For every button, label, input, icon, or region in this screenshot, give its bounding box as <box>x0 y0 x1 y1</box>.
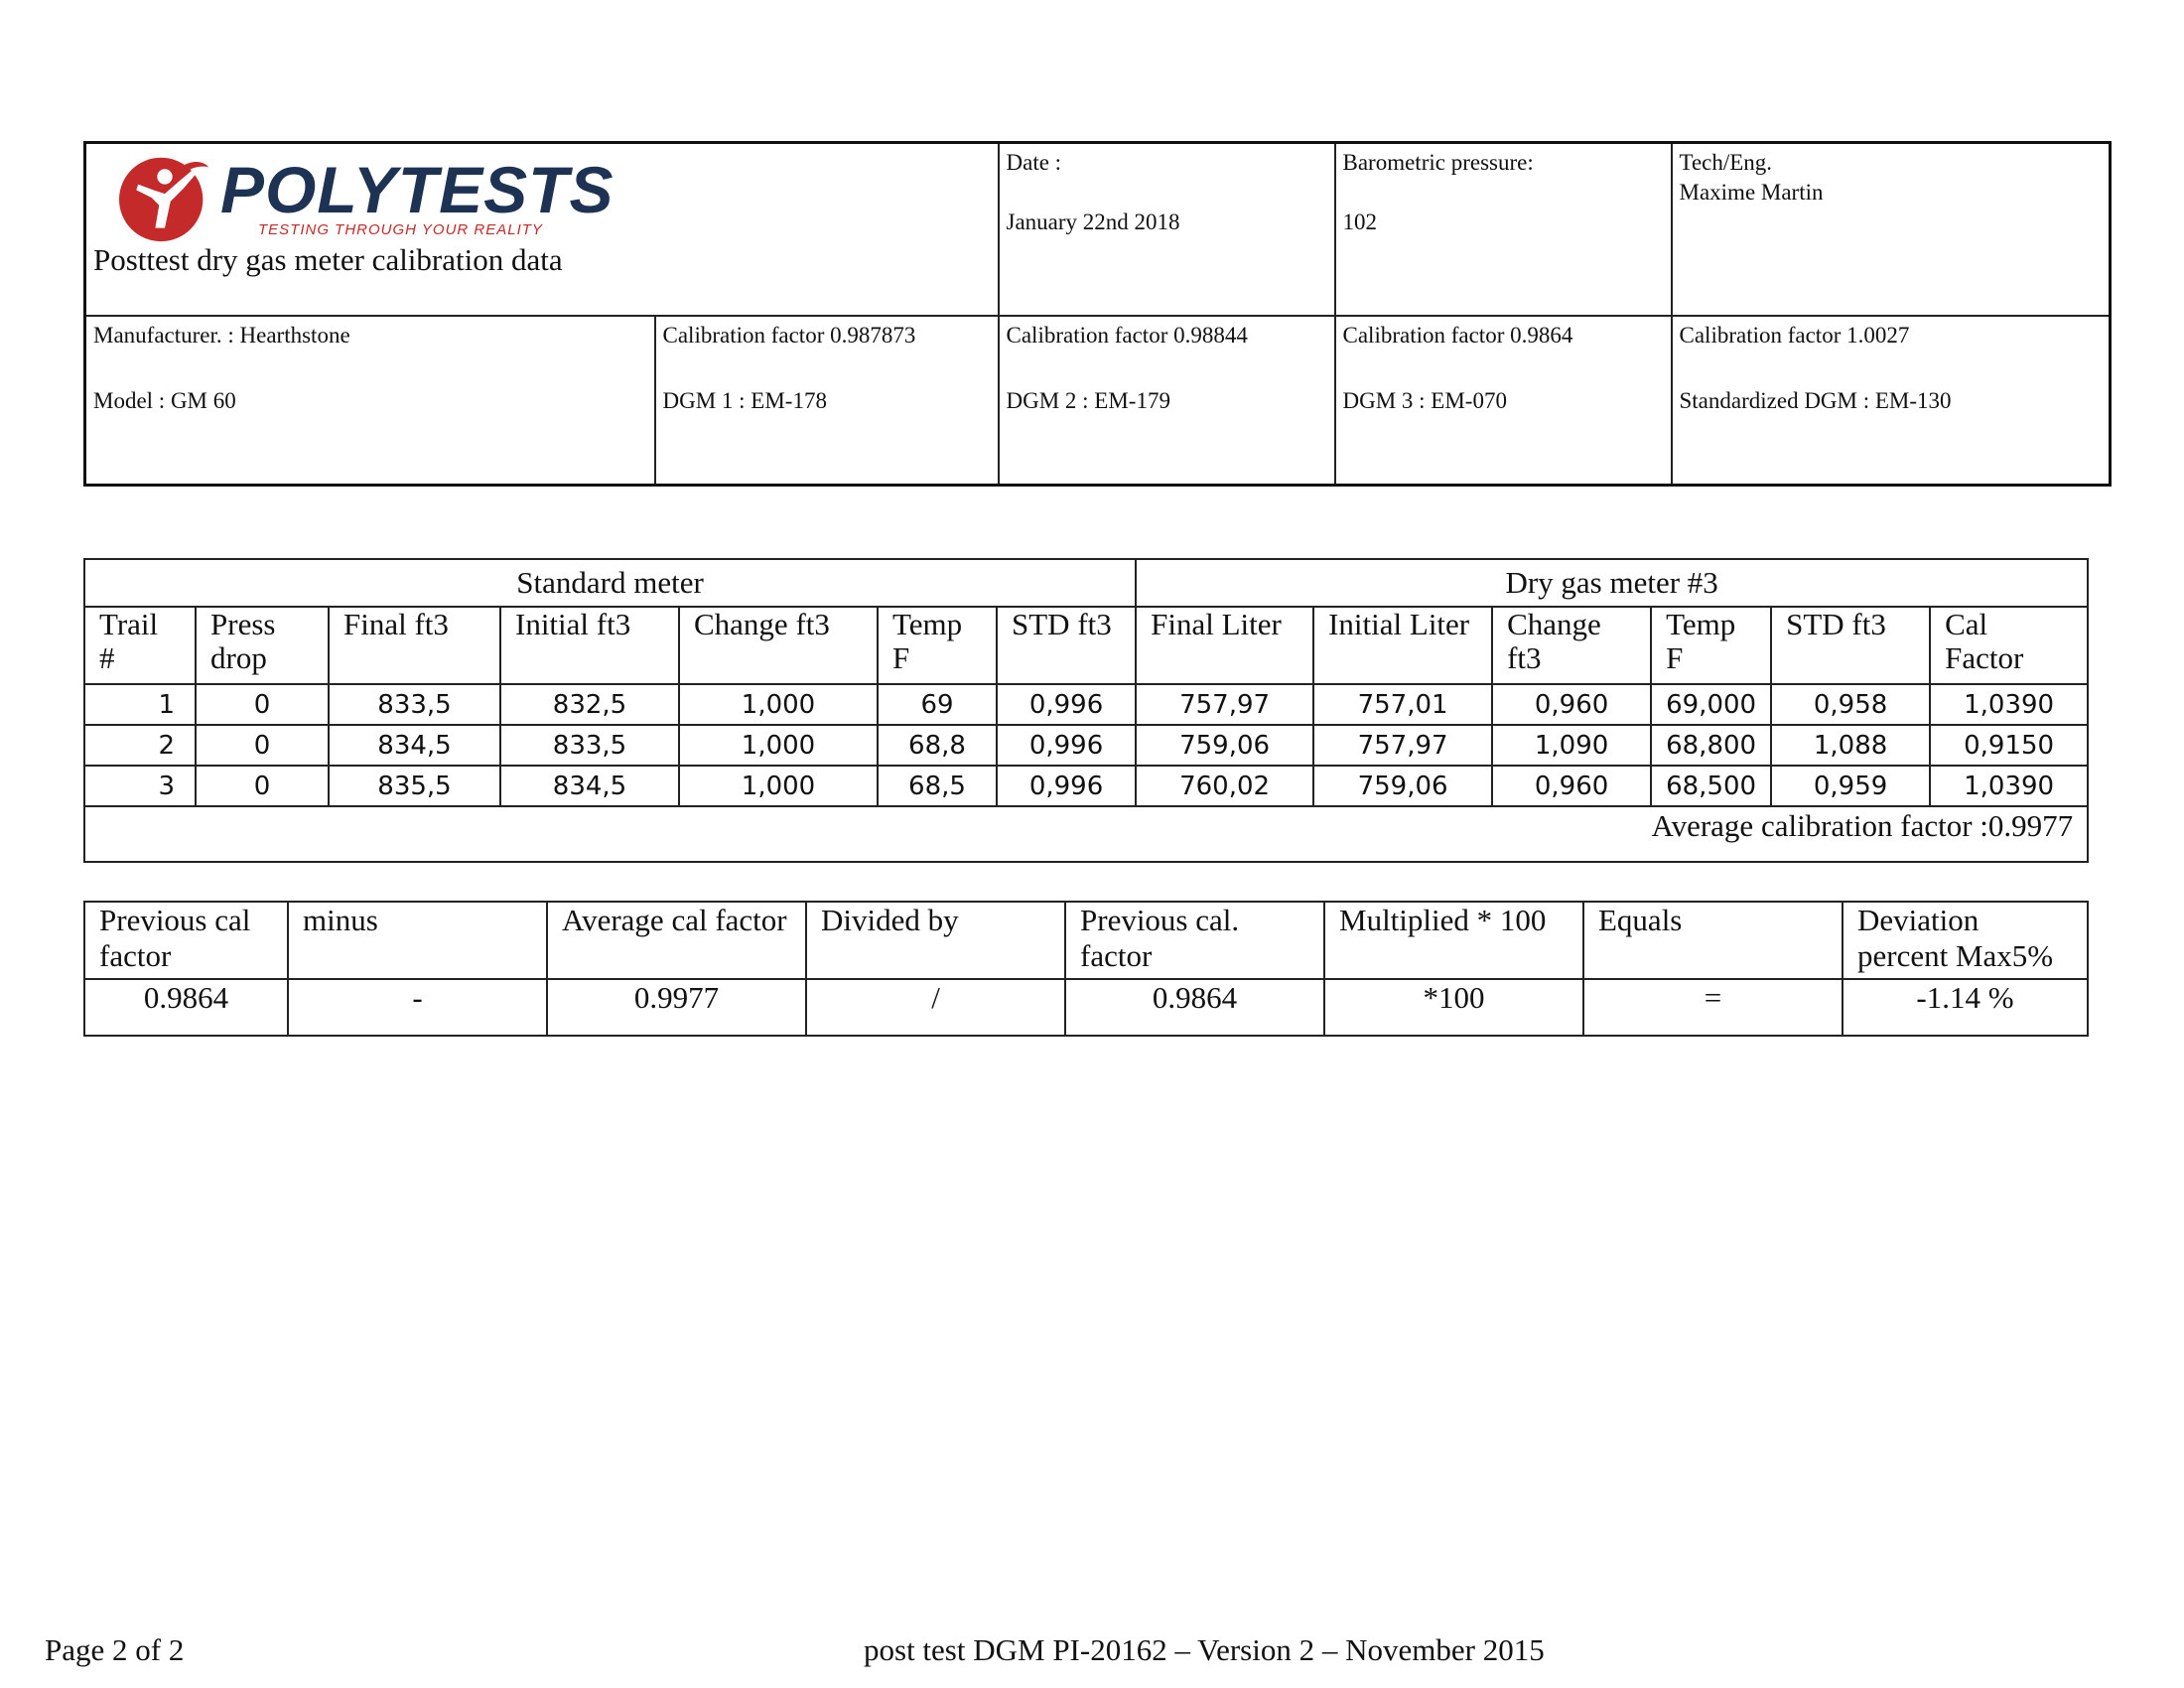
deviation-header: Multiplied * 100 <box>1324 902 1583 979</box>
table-cell: 1,088 <box>1771 725 1930 766</box>
table-cell: 0 <box>196 766 329 806</box>
polytests-logo <box>93 148 991 247</box>
table-cell: 834,5 <box>500 766 679 806</box>
deviation-header: Divided by <box>806 902 1065 979</box>
date-cell <box>999 143 1335 317</box>
header-table <box>83 141 2112 487</box>
manufacturer-cell <box>85 316 655 486</box>
table-row <box>84 684 2088 725</box>
table-cell: 759,06 <box>1136 725 1313 766</box>
column-header: Cal Factor <box>1930 607 2088 684</box>
deviation-header: Deviation percent Max5% <box>1843 902 2088 979</box>
table-cell: 757,01 <box>1313 684 1492 725</box>
date-label: Date : <box>1006 150 1062 175</box>
deviation-header: Average cal factor <box>547 902 806 979</box>
previous-cal-factor-divisor: 0.9864 <box>1065 979 1324 1036</box>
table-cell: 68,800 <box>1651 725 1771 766</box>
dgm3-cal-factor: Calibration factor 0.9864 <box>1342 323 1573 348</box>
table-cell: 0,9150 <box>1930 725 2088 766</box>
table-cell: 760,02 <box>1136 766 1313 806</box>
dgm2-cell <box>999 316 1335 486</box>
table-cell: 1 <box>84 684 196 725</box>
page-number: Page 2 of 2 <box>45 1632 185 1667</box>
table-cell: 0,960 <box>1492 684 1651 725</box>
deviation-header: minus <box>288 902 547 979</box>
previous-cal-factor-value: 0.9864 <box>84 979 288 1036</box>
table-cell: 835,5 <box>329 766 500 806</box>
divide-operator: / <box>806 979 1065 1036</box>
table-cell: 832,5 <box>500 684 679 725</box>
column-header: Initial Liter <box>1313 607 1492 684</box>
tech-cell <box>1672 143 2111 317</box>
dry-gas-meter-group-header: Dry gas meter #3 <box>1136 559 2088 607</box>
table-cell: 69,000 <box>1651 684 1771 725</box>
table-cell: 68,5 <box>878 766 997 806</box>
table-cell: 0 <box>196 725 329 766</box>
table-cell: 68,8 <box>878 725 997 766</box>
logo-tagline: TESTING THROUGH YOUR REALITY <box>258 221 543 238</box>
table-row <box>84 725 2088 766</box>
table-cell: 759,06 <box>1313 766 1492 806</box>
dgm1-cell <box>655 316 999 486</box>
standard-dgm-cal-factor: Calibration factor 1.0027 <box>1679 323 1910 348</box>
model-text: Model : GM 60 <box>93 388 236 413</box>
table-cell: 3 <box>84 766 196 806</box>
standard-dgm-cell <box>1672 316 2111 486</box>
minus-operator: - <box>288 979 547 1036</box>
deviation-table <box>83 901 2089 1037</box>
manufacturer-text: Manufacturer. : Hearthstone <box>93 323 350 348</box>
column-header: Trail # <box>84 607 196 684</box>
table-cell: 757,97 <box>1136 684 1313 725</box>
dgm1-id: DGM 1 : EM-178 <box>662 388 827 413</box>
table-cell: 0,959 <box>1771 766 1930 806</box>
column-header: Final ft3 <box>329 607 500 684</box>
table-row <box>84 766 2088 806</box>
deviation-header: Previous cal factor <box>84 902 288 979</box>
table-cell: 1,000 <box>679 684 878 725</box>
pressure-cell <box>1335 143 1672 317</box>
table-cell: 0,960 <box>1492 766 1651 806</box>
deviation-header: Equals <box>1583 902 1843 979</box>
dgm3-id: DGM 3 : EM-070 <box>1342 388 1507 413</box>
average-cal-factor-value: 0.9977 <box>547 979 806 1036</box>
column-header: STD ft3 <box>1771 607 1930 684</box>
column-header: Temp F <box>878 607 997 684</box>
table-cell: 0,996 <box>997 766 1136 806</box>
date-value: January 22nd 2018 <box>1006 210 1180 234</box>
table-cell: 1,0390 <box>1930 766 2088 806</box>
table-cell: 1,0390 <box>1930 684 2088 725</box>
table-cell: 68,500 <box>1651 766 1771 806</box>
table-cell: 833,5 <box>329 684 500 725</box>
tech-label: Tech/Eng. <box>1679 150 1773 175</box>
pressure-value: 102 <box>1342 210 1377 234</box>
column-header: Press drop <box>196 607 329 684</box>
document-reference: post test DGM PI-20162 – Version 2 – November 2015 <box>864 1632 1545 1667</box>
table-cell: 757,97 <box>1313 725 1492 766</box>
multiply-operator: *100 <box>1324 979 1583 1036</box>
table-cell: 0,958 <box>1771 684 1930 725</box>
logo-name: POLYTESTS <box>220 153 614 226</box>
column-header: Change ft3 <box>679 607 878 684</box>
average-calibration-factor: Average calibration factor :0.9977 <box>84 806 2088 862</box>
standard-meter-group-header: Standard meter <box>84 559 1136 607</box>
column-header: Temp F <box>1651 607 1771 684</box>
standard-dgm-id: Standardized DGM : EM-130 <box>1679 388 1952 413</box>
table-cell: 833,5 <box>500 725 679 766</box>
equals-operator: = <box>1583 979 1843 1036</box>
table-cell: 834,5 <box>329 725 500 766</box>
deviation-percent-value: -1.14 % <box>1843 979 2088 1036</box>
column-header: Final Liter <box>1136 607 1313 684</box>
dgm1-cal-factor: Calibration factor 0.987873 <box>662 323 916 348</box>
table-cell: 0,996 <box>997 725 1136 766</box>
dgm3-cell <box>1335 316 1672 486</box>
table-cell: 0,996 <box>997 684 1136 725</box>
column-header: Change ft3 <box>1492 607 1651 684</box>
pressure-label: Barometric pressure: <box>1342 150 1534 175</box>
table-cell: 1,090 <box>1492 725 1651 766</box>
table-cell: 1,000 <box>679 766 878 806</box>
table-cell: 0 <box>196 684 329 725</box>
table-cell: 69 <box>878 684 997 725</box>
dgm2-cal-factor: Calibration factor 0.98844 <box>1006 323 1248 348</box>
column-header: STD ft3 <box>997 607 1136 684</box>
polytests-logo-icon <box>117 152 212 243</box>
document-title: Posttest dry gas meter calibration data <box>93 242 563 277</box>
dgm2-id: DGM 2 : EM-179 <box>1006 388 1170 413</box>
tech-value: Maxime Martin <box>1679 180 1824 205</box>
table-cell: 1,000 <box>679 725 878 766</box>
logo-title-cell <box>85 143 999 317</box>
deviation-header: Previous cal. factor <box>1065 902 1324 979</box>
column-header: Initial ft3 <box>500 607 679 684</box>
table-cell: 2 <box>84 725 196 766</box>
measurement-table <box>83 558 2089 863</box>
